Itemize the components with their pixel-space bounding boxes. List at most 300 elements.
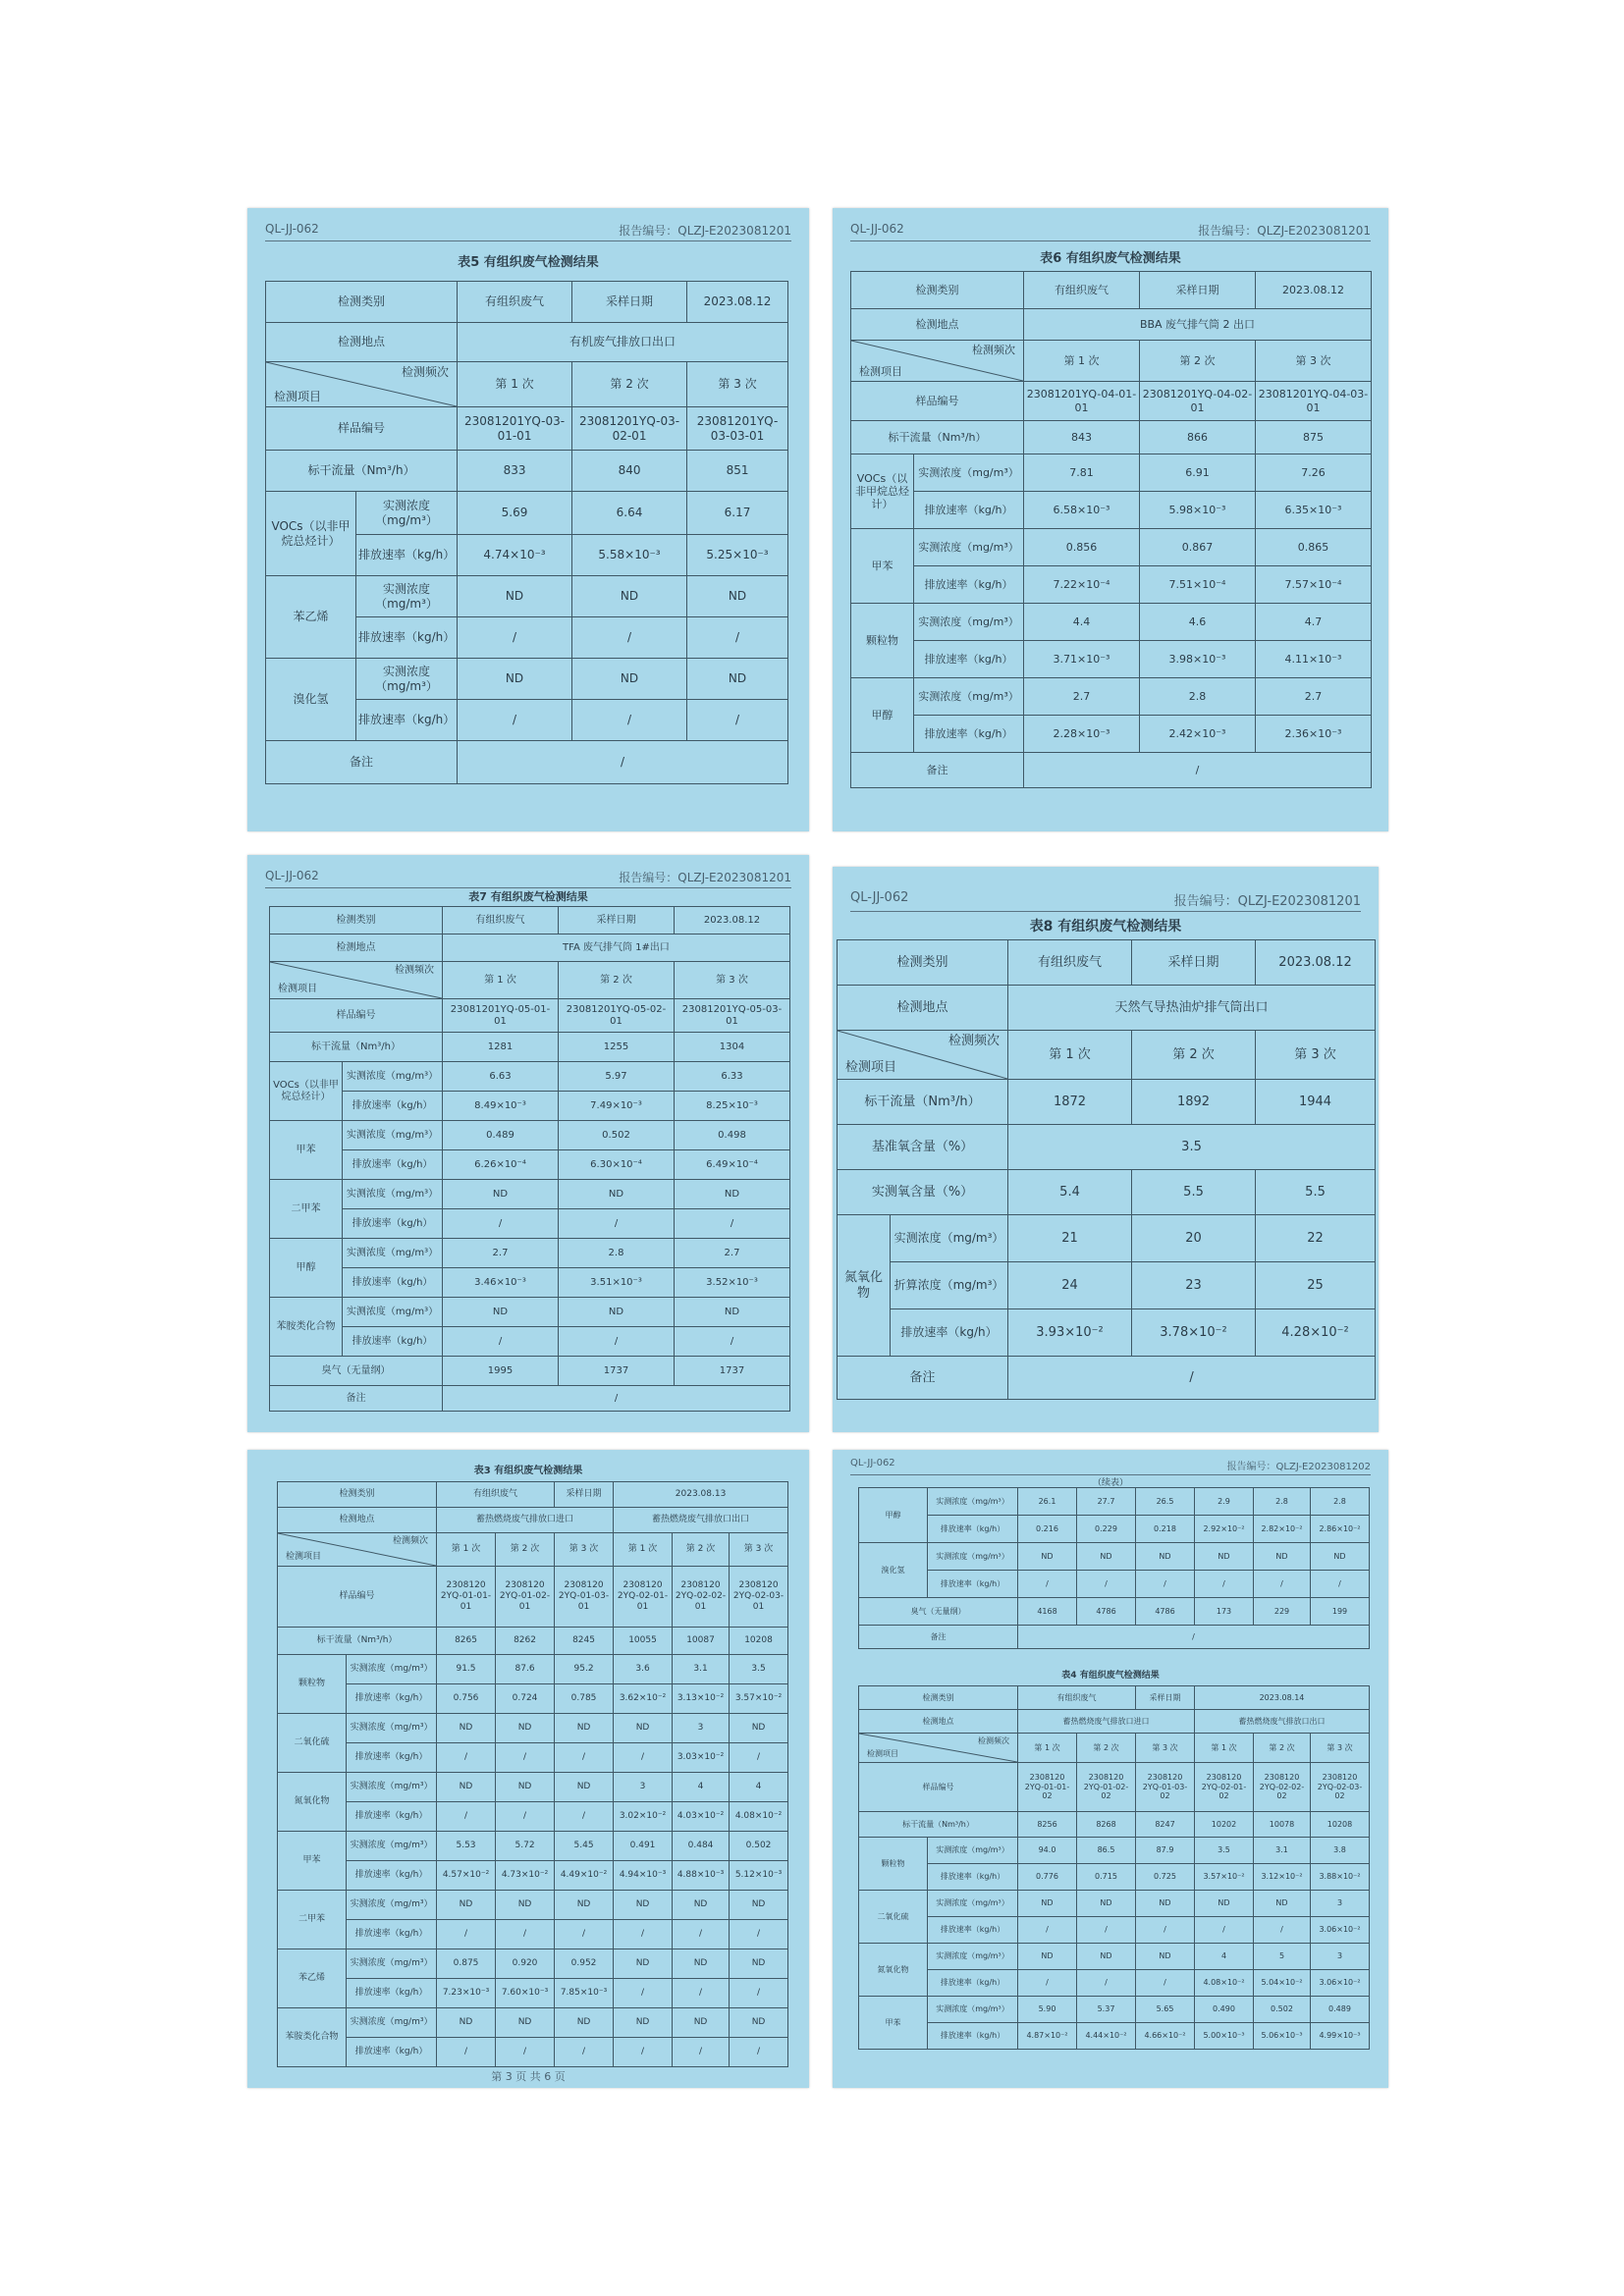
cell: 24 (1008, 1262, 1132, 1309)
cell: 8.25×10⁻³ (675, 1092, 790, 1121)
cell: 2.86×10⁻² (1311, 1516, 1370, 1543)
cell: 4.7 (1256, 604, 1372, 641)
cell: / (1077, 1571, 1136, 1598)
diagonal-header (278, 1533, 437, 1567)
cell: 0.865 (1256, 529, 1372, 566)
cell: 95.2 (555, 1655, 614, 1684)
cell: 5.98×10⁻³ (1140, 492, 1256, 529)
label-conc: 实测浓度（mg/m³） (914, 604, 1024, 641)
cell: ND (730, 2008, 788, 2038)
cell: 0.875 (437, 1949, 496, 1979)
cell: 4 (673, 1773, 730, 1802)
label-site: 检测地点 (270, 934, 443, 962)
cell: ND (1077, 1891, 1136, 1917)
cell: 5.97 (559, 1062, 675, 1092)
value-site: 有机废气排放口出口 (458, 323, 788, 362)
scan-table-7 (247, 855, 809, 1432)
cell: / (1136, 1571, 1195, 1598)
cell: 0.502 (559, 1121, 675, 1150)
cell: 3.46×10⁻³ (443, 1268, 559, 1298)
page-header (850, 222, 1371, 241)
sample: 2308120 2YQ-02-03-01 (730, 1567, 788, 1628)
cell: ND (673, 1891, 730, 1920)
cell: / (437, 1920, 496, 1949)
cell: 5.12×10⁻³ (730, 1861, 788, 1891)
oxygen-2: 5.5 (1132, 1170, 1256, 1215)
report-number: 报告编号：QLZJ-E2023081201 (1198, 224, 1371, 238)
cell: 3.02×10⁻² (614, 1802, 673, 1832)
label-type: 检测类别 (278, 1482, 437, 1508)
result-table (277, 1481, 788, 2067)
odor: 199 (1311, 1598, 1370, 1626)
cell: 7.57×10⁻⁴ (1256, 566, 1372, 604)
group-particulate: 颗粒物 (859, 1838, 928, 1891)
cell: ND (572, 659, 687, 700)
scan-table-8 (833, 867, 1379, 1432)
page-header (850, 1458, 1371, 1475)
cell: ND (614, 1891, 673, 1920)
label-rate: 排放速率（kg/h） (356, 535, 458, 576)
cell: / (673, 2038, 730, 2067)
label-conc: 实测浓度（mg/m³） (347, 1714, 437, 1743)
cell: 0.920 (496, 1949, 555, 1979)
cell: 0.489 (443, 1121, 559, 1150)
run-1: 第 1 次 (1024, 341, 1140, 382)
cell: 6.49×10⁻⁴ (675, 1150, 790, 1180)
run: 第 1 次 (437, 1533, 496, 1567)
sample-2: 23081201YQ-03-02-01 (572, 407, 687, 451)
label-converted: 折算浓度（mg/m³） (891, 1262, 1008, 1309)
cell: 7.26 (1256, 454, 1372, 492)
cell: / (1018, 1970, 1077, 1997)
label-sample: 样品编号 (278, 1567, 437, 1628)
sample: 2308120 2YQ-01-01-01 (437, 1567, 496, 1628)
cell: ND (1195, 1543, 1254, 1571)
run-2: 第 2 次 (1140, 341, 1256, 382)
cell: 0.502 (1254, 1997, 1311, 2023)
cell: ND (673, 1949, 730, 1979)
label-rate: 排放速率（kg/h） (914, 492, 1024, 529)
run-3: 第 3 次 (687, 362, 788, 407)
value-site-outlet: 蓄热燃烧废气排放口出口 (1195, 1710, 1370, 1734)
flow: 10208 (730, 1628, 788, 1655)
group-toluene: 甲苯 (278, 1832, 347, 1891)
label-conc: 实测浓度（mg/m³） (891, 1215, 1008, 1262)
cell: ND (437, 1714, 496, 1743)
cell: / (614, 1920, 673, 1949)
sample: 2308120 2YQ-02-02-01 (673, 1567, 730, 1628)
cell: 4.87×10⁻² (1018, 2023, 1077, 2050)
label-rate: 排放速率（kg/h） (343, 1092, 443, 1121)
scan-table-6 (833, 208, 1388, 831)
group-aniline: 苯胺类化合物 (278, 2008, 347, 2067)
value-site: 天然气导热油炉排气筒出口 (1008, 986, 1376, 1031)
cell: / (1077, 1917, 1136, 1944)
cell: 0.491 (614, 1832, 673, 1861)
cell: 4 (730, 1773, 788, 1802)
header-item: 检测项目 (845, 1060, 897, 1076)
group-particulate: 颗粒物 (278, 1655, 347, 1714)
cell: 2.8 (559, 1239, 675, 1268)
cell: 6.58×10⁻³ (1024, 492, 1140, 529)
group-vocs: VOCs（以非甲烷总烃计） (851, 454, 914, 529)
cell: 20 (1132, 1215, 1256, 1262)
cell: ND (496, 1773, 555, 1802)
cell: 4.44×10⁻² (1077, 2023, 1136, 2050)
cell: ND (673, 2008, 730, 2038)
group-particulate: 颗粒物 (851, 604, 914, 678)
cell: 3.98×10⁻³ (1140, 641, 1256, 678)
cell: 3.5 (730, 1655, 788, 1684)
sample: 2308120 2YQ-01-03-01 (555, 1567, 614, 1628)
cell: 3.06×10⁻² (1311, 1970, 1370, 1997)
cell: ND (443, 1180, 559, 1209)
cell: 5.25×10⁻³ (687, 535, 788, 576)
cell: / (673, 1920, 730, 1949)
label-conc: 实测浓度（mg/m³） (347, 1832, 437, 1861)
cell: ND (1136, 1944, 1195, 1970)
sample-2: 23081201YQ-04-02-01 (1140, 382, 1256, 421)
cell: / (614, 2038, 673, 2067)
label-conc: 实测浓度（mg/m³） (347, 1773, 437, 1802)
cell: 7.51×10⁻⁴ (1140, 566, 1256, 604)
run: 第 3 次 (730, 1533, 788, 1567)
group-toluene: 甲苯 (851, 529, 914, 604)
label-rate: 排放速率（kg/h） (347, 1861, 437, 1891)
flow-1: 833 (458, 451, 572, 492)
cell: 0.856 (1024, 529, 1140, 566)
cell: ND (458, 659, 572, 700)
label-conc: 实测浓度（mg/m³） (343, 1180, 443, 1209)
cell: / (675, 1209, 790, 1239)
cell: 25 (1256, 1262, 1376, 1309)
cell: 87.9 (1136, 1838, 1195, 1864)
page-footer: 第 3 页 共 6 页 (491, 2070, 566, 2083)
cell: ND (1254, 1543, 1311, 1571)
cell: 3.8 (1311, 1838, 1370, 1864)
cell: / (443, 1209, 559, 1239)
cell: 3.57×10⁻² (730, 1684, 788, 1714)
cell: ND (496, 2008, 555, 2038)
odor-1: 1995 (443, 1357, 559, 1386)
label-type: 检测类别 (859, 1686, 1018, 1710)
label-conc: 实测浓度（mg/m³） (343, 1121, 443, 1150)
label-date: 采样日期 (559, 907, 675, 934)
cell: 5.06×10⁻³ (1254, 2023, 1311, 2050)
odor-2: 1737 (559, 1357, 675, 1386)
page-header (265, 222, 791, 241)
flow: 10208 (1311, 1812, 1370, 1838)
table-caption: 表6 有组织废气检测结果 (1040, 251, 1181, 266)
run-3: 第 3 次 (1256, 1031, 1376, 1080)
form-code: QL-JJ-062 (265, 222, 319, 236)
run-1: 第 1 次 (443, 962, 559, 999)
value-note: / (458, 741, 788, 784)
cell: 5.04×10⁻² (1254, 1970, 1311, 1997)
cell: 4.99×10⁻³ (1311, 2023, 1370, 2050)
cell: 3.5 (1195, 1838, 1254, 1864)
label-rate: 排放速率（kg/h） (914, 716, 1024, 753)
group-nox: 氮氧化物 (859, 1944, 928, 1997)
cell: 0.724 (496, 1684, 555, 1714)
label-date: 采样日期 (1132, 940, 1256, 986)
diagonal-header (838, 1031, 1008, 1080)
label-note: 备注 (270, 1386, 443, 1412)
cell: / (572, 700, 687, 741)
cell: ND (687, 659, 788, 700)
label-odor: 臭气（无量纲） (859, 1598, 1018, 1626)
table-caption: 表7 有组织废气检测结果 (468, 890, 588, 903)
value-note: / (1018, 1626, 1370, 1649)
cell: 5.69 (458, 492, 572, 535)
header-frequency: 检测频次 (972, 344, 1015, 356)
cell: / (559, 1209, 675, 1239)
cell: ND (730, 1949, 788, 1979)
sample-2: 23081201YQ-05-02-01 (559, 999, 675, 1033)
cell: 5 (1254, 1944, 1311, 1970)
label-rate: 排放速率（kg/h） (347, 1684, 437, 1714)
form-code: QL-JJ-062 (850, 890, 909, 905)
cell: 26.5 (1136, 1488, 1195, 1516)
label-conc: 实测浓度（mg/m³） (928, 1944, 1018, 1970)
label-date: 采样日期 (1140, 272, 1256, 309)
flow-2: 1255 (559, 1033, 675, 1062)
cell: 7.23×10⁻³ (437, 1979, 496, 2008)
value-site: BBA 废气排气筒 2 出口 (1024, 309, 1372, 341)
result-table (265, 281, 788, 784)
cell: 4.11×10⁻³ (1256, 641, 1372, 678)
cell: 0.952 (555, 1949, 614, 1979)
cell: / (1136, 1970, 1195, 1997)
label-note: 备注 (851, 753, 1024, 788)
value-site-outlet: 蓄热燃烧废气排放口出口 (614, 1508, 788, 1533)
cell: / (1254, 1917, 1311, 1944)
label-type: 检测类别 (851, 272, 1024, 309)
group-vocs: VOCs（以非甲烷总烃计） (270, 1062, 343, 1121)
odor-3: 1737 (675, 1357, 790, 1386)
label-flow: 标干流量（Nm³/h） (270, 1033, 443, 1062)
run-1: 第 1 次 (1008, 1031, 1132, 1080)
cell: / (555, 1802, 614, 1832)
label-rate: 排放速率（kg/h） (347, 1920, 437, 1949)
report-number: 报告编号：QLZJ-E2023081202 (1226, 1462, 1371, 1472)
cell: / (1077, 1970, 1136, 1997)
cell: 6.91 (1140, 454, 1256, 492)
sample: 2308120 2YQ-02-01-01 (614, 1567, 673, 1628)
group-xylene: 二甲苯 (278, 1891, 347, 1949)
cell: ND (572, 576, 687, 617)
flow: 8256 (1018, 1812, 1077, 1838)
flow: 10202 (1195, 1812, 1254, 1838)
cell: ND (437, 1891, 496, 1920)
run-2: 第 2 次 (1132, 1031, 1256, 1080)
flow-3: 851 (687, 451, 788, 492)
value-date: 2023.08.14 (1195, 1686, 1370, 1710)
cell: 2.42×10⁻³ (1140, 716, 1256, 753)
run-3: 第 3 次 (1256, 341, 1372, 382)
table-caption: 表5 有组织废气检测结果 (458, 255, 599, 270)
flow: 8247 (1136, 1812, 1195, 1838)
group-xylene: 二甲苯 (270, 1180, 343, 1239)
value-date: 2023.08.12 (687, 282, 788, 323)
cell: 4.88×10⁻³ (673, 1861, 730, 1891)
cell: 2.82×10⁻² (1254, 1516, 1311, 1543)
cell: ND (730, 1891, 788, 1920)
cell: / (673, 1979, 730, 2008)
cell: / (443, 1327, 559, 1357)
group-hbr: 溴化氢 (266, 659, 356, 741)
header-frequency: 检测频次 (395, 965, 434, 976)
label-date: 采样日期 (572, 282, 687, 323)
run: 第 2 次 (1077, 1734, 1136, 1763)
cell: 6.30×10⁻⁴ (559, 1150, 675, 1180)
cell: ND (1018, 1543, 1077, 1571)
cell: 4.94×10⁻³ (614, 1861, 673, 1891)
diagonal-header (270, 962, 443, 999)
group-aniline: 苯胺类化合物 (270, 1298, 343, 1357)
label-date: 采样日期 (1136, 1686, 1195, 1710)
cell: / (496, 1743, 555, 1773)
cell: 3.1 (673, 1655, 730, 1684)
cell: ND (458, 576, 572, 617)
label-conc: 实测浓度（mg/m³） (914, 529, 1024, 566)
cell: 2.7 (1024, 678, 1140, 716)
cell: 2.7 (443, 1239, 559, 1268)
label-flow: 标干流量（Nm³/h） (838, 1080, 1008, 1125)
label-rate: 排放速率（kg/h） (928, 1571, 1018, 1598)
cell: / (1018, 1571, 1077, 1598)
group-methanol: 甲醇 (851, 678, 914, 753)
form-code: QL-JJ-062 (850, 1458, 895, 1468)
group-toluene: 甲苯 (270, 1121, 343, 1180)
cell: / (675, 1327, 790, 1357)
label-rate: 排放速率（kg/h） (347, 2038, 437, 2067)
cell: ND (555, 1714, 614, 1743)
oxygen-3: 5.5 (1256, 1170, 1376, 1215)
label-rate: 排放速率（kg/h） (928, 2023, 1018, 2050)
label-conc: 实测浓度（mg/m³） (914, 678, 1024, 716)
cell: 2.36×10⁻³ (1256, 716, 1372, 753)
cell: 4.73×10⁻² (496, 1861, 555, 1891)
header-item: 检测项目 (867, 1749, 898, 1759)
cell: 0.216 (1018, 1516, 1077, 1543)
label-type: 检测类别 (266, 282, 458, 323)
cell: ND (443, 1298, 559, 1327)
cell: 3.03×10⁻² (673, 1743, 730, 1773)
cell: 7.22×10⁻⁴ (1024, 566, 1140, 604)
flow-1: 1872 (1008, 1080, 1132, 1125)
cell: ND (559, 1180, 675, 1209)
cell: 4.28×10⁻² (1256, 1309, 1376, 1357)
label-rate: 排放速率（kg/h） (914, 566, 1024, 604)
run: 第 3 次 (1311, 1734, 1370, 1763)
cell: 5.53 (437, 1832, 496, 1861)
value-type: 有组织废气 (458, 282, 572, 323)
label-conc: 实测浓度（mg/m³） (928, 1891, 1018, 1917)
sample-1: 23081201YQ-04-01-01 (1024, 382, 1140, 421)
report-number: 报告编号：QLZJ-E2023081201 (619, 871, 791, 884)
label-rate: 排放速率（kg/h） (343, 1327, 443, 1357)
flow: 10078 (1254, 1812, 1311, 1838)
label-rate: 排放速率（kg/h） (347, 1743, 437, 1773)
sample-1: 23081201YQ-03-01-01 (458, 407, 572, 451)
value-type: 有组织废气 (1024, 272, 1140, 309)
sample-3: 23081201YQ-05-03-01 (675, 999, 790, 1033)
cell: 0.498 (675, 1121, 790, 1150)
cell: 5.90 (1018, 1997, 1077, 2023)
odor: 4786 (1136, 1598, 1195, 1626)
label-rate: 排放速率（kg/h） (928, 1864, 1018, 1891)
value-note: / (1008, 1357, 1376, 1400)
cell: 0.785 (555, 1684, 614, 1714)
cell: ND (1195, 1891, 1254, 1917)
cell: 2.7 (675, 1239, 790, 1268)
cell: / (496, 1920, 555, 1949)
cell: 0.502 (730, 1832, 788, 1861)
cell: ND (1254, 1891, 1311, 1917)
label-rate: 排放速率（kg/h） (891, 1309, 1008, 1357)
flow: 8262 (496, 1628, 555, 1655)
cell: 6.26×10⁻⁴ (443, 1150, 559, 1180)
result-table (269, 906, 790, 1412)
label-site: 检测地点 (266, 323, 458, 362)
cell: / (614, 1979, 673, 2008)
value-date: 2023.08.12 (675, 907, 790, 934)
cell: 4.66×10⁻² (1136, 2023, 1195, 2050)
cell: 0.867 (1140, 529, 1256, 566)
sample: 2308120 2YQ-02-02-02 (1254, 1763, 1311, 1812)
value-site-inlet: 蓄热燃烧废气排放口进口 (437, 1508, 614, 1533)
label-conc: 实测浓度（mg/m³） (356, 576, 458, 617)
cell: 4.49×10⁻² (555, 1861, 614, 1891)
cell: 3.57×10⁻² (1195, 1864, 1254, 1891)
page-header (265, 869, 791, 888)
label-conc: 实测浓度（mg/m³） (347, 1891, 437, 1920)
group-styrene: 苯乙烯 (266, 576, 356, 659)
cell: / (730, 1743, 788, 1773)
label-rate: 排放速率（kg/h） (928, 1970, 1018, 1997)
cell: ND (614, 2008, 673, 2038)
label-conc: 实测浓度（mg/m³） (347, 2008, 437, 2038)
cell: 6.35×10⁻³ (1256, 492, 1372, 529)
label-date: 采样日期 (555, 1482, 614, 1508)
cell: 86.5 (1077, 1838, 1136, 1864)
label-rate: 排放速率（kg/h） (928, 1917, 1018, 1944)
sample: 2308120 2YQ-02-03-02 (1311, 1763, 1370, 1812)
continued-table (858, 1487, 1370, 1649)
label-odor: 臭气（无量纲） (270, 1357, 443, 1386)
label-rate: 排放速率（kg/h） (928, 1516, 1018, 1543)
value-note: / (1024, 753, 1372, 788)
cell: ND (555, 2008, 614, 2038)
group-vocs: VOCs（以非甲烷总烃计） (266, 492, 356, 576)
group-nox: 氮氧化物 (278, 1773, 347, 1832)
cell: 4.08×10⁻² (730, 1802, 788, 1832)
cell: ND (614, 1714, 673, 1743)
header-frequency: 检测频次 (393, 1536, 429, 1546)
result-table (850, 271, 1372, 788)
cell: 3 (1311, 1891, 1370, 1917)
cell: ND (1018, 1944, 1077, 1970)
label-rate: 排放速率（kg/h） (343, 1209, 443, 1239)
cell: 3.93×10⁻² (1008, 1309, 1132, 1357)
cell: 3.1 (1254, 1838, 1311, 1864)
cell: 7.49×10⁻³ (559, 1092, 675, 1121)
run: 第 3 次 (1136, 1734, 1195, 1763)
label-note: 备注 (859, 1626, 1018, 1649)
cell: / (437, 1743, 496, 1773)
label-flow: 标干流量（Nm³/h） (851, 421, 1024, 454)
